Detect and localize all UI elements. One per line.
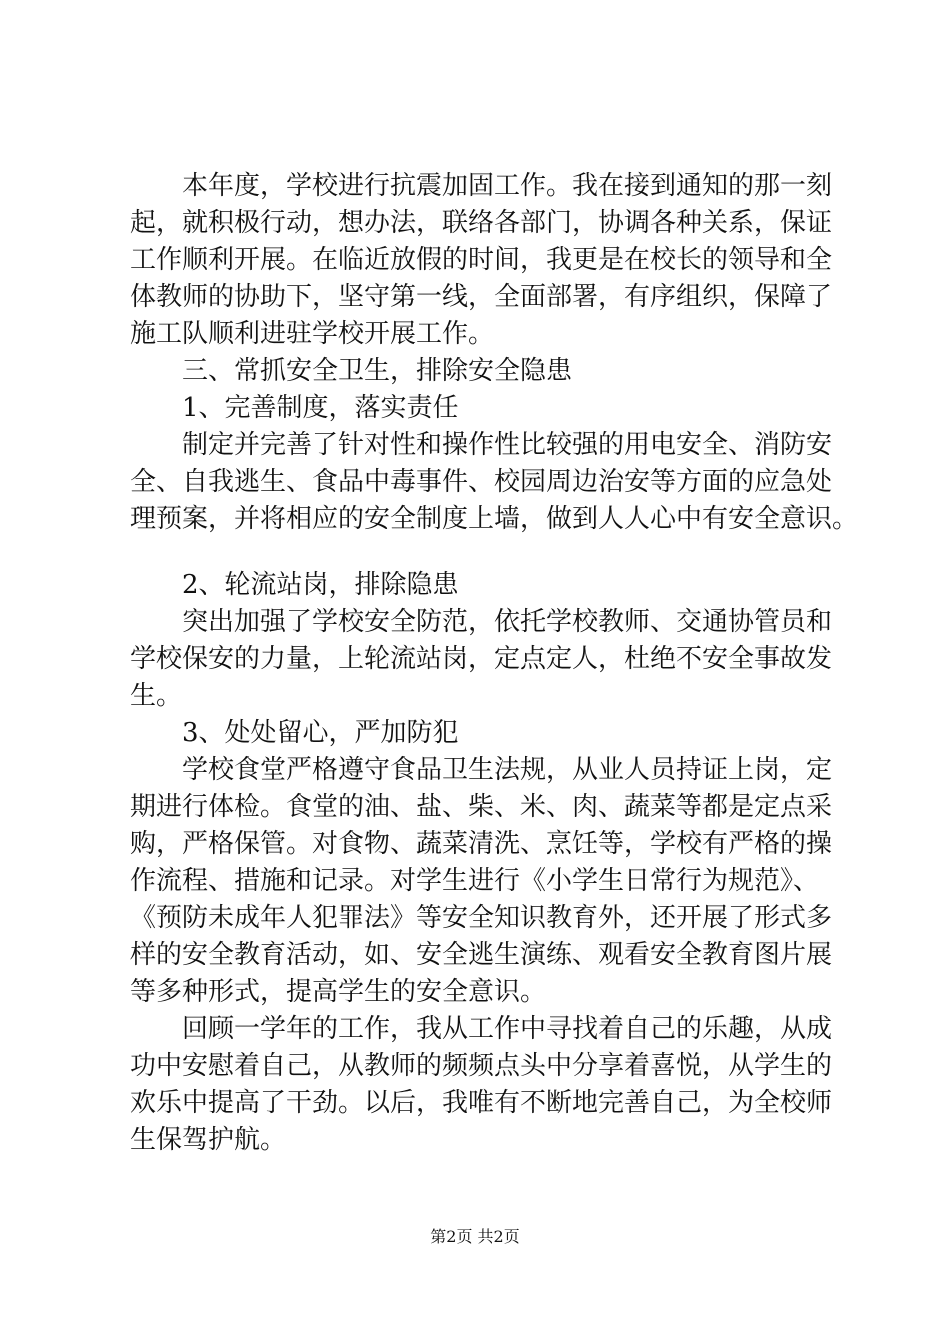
page-footer [0,1227,950,1247]
text-line: 起，就积极行动，想办法，联络各部门，协调各种关系，保证 [130,208,833,238]
text-line: 生保驾护航。 [130,1125,287,1155]
subsection-heading: 3、处处留心，严加防犯 [182,718,459,748]
text-line: 本年度，学校进行抗震加固工作。我在接到通知的那一刻 [182,171,833,201]
text-line: 生。 [130,681,183,711]
subsection-heading: 1、完善制度，落实责任 [182,393,459,423]
text-line: 施工队顺利进驻学校开展工作。 [130,319,495,349]
text-line: 作流程、措施和记录。对学生进行《小学生日常行为规范》、 [130,866,820,896]
text-line: 突出加强了学校安全防范，依托学校教师、交通协管员和 [182,607,833,637]
text-line: 等多种形式，提高学生的安全意识。 [130,977,547,1007]
text-line: 《预防未成年人犯罪法》等安全知识教育外，还开展了形式多 [130,903,833,933]
text-line: 学校食堂严格遵守食品卫生法规，从业人员持证上岗，定 [182,755,833,785]
page-number-label: 第2页 共2页 [430,1227,520,1246]
text-line: 理预案，并将相应的安全制度上墙，做到人人心中有安全意识。 [130,504,859,534]
text-line: 功中安慰着自己，从教师的频频点头中分享着喜悦，从学生的 [130,1051,833,1081]
text-line: 体教师的协助下，坚守第一线，全面部署，有序组织，保障了 [130,282,833,312]
text-line: 回顾一学年的工作，我从工作中寻找着自己的乐趣，从成 [182,1014,833,1044]
text-line: 学校保安的力量，上轮流站岗，定点定人，杜绝不安全事故发 [130,644,833,674]
text-line: 购，严格保管。对食物、蔬菜清洗、烹饪等，学校有严格的操 [130,829,833,859]
text-line: 工作顺利开展。在临近放假的时间，我更是在校长的领导和全 [130,245,833,275]
text-line: 全、自我逃生、食品中毒事件、校园周边治安等方面的应急处 [130,467,833,497]
section-heading: 三、常抓安全卫生，排除安全隐患 [182,356,573,386]
text-line: 样的安全教育活动，如、安全逃生演练、观看安全教育图片展 [130,940,833,970]
text-line: 欢乐中提高了干劲。以后，我唯有不断地完善自己，为全校师 [130,1088,833,1118]
subsection-heading: 2、轮流站岗，排除隐患 [182,570,459,600]
text-line: 期进行体检。食堂的油、盐、柴、米、肉、蔬菜等都是定点采 [130,792,833,822]
text-line: 制定并完善了针对性和操作性比较强的用电安全、消防安 [182,430,833,460]
